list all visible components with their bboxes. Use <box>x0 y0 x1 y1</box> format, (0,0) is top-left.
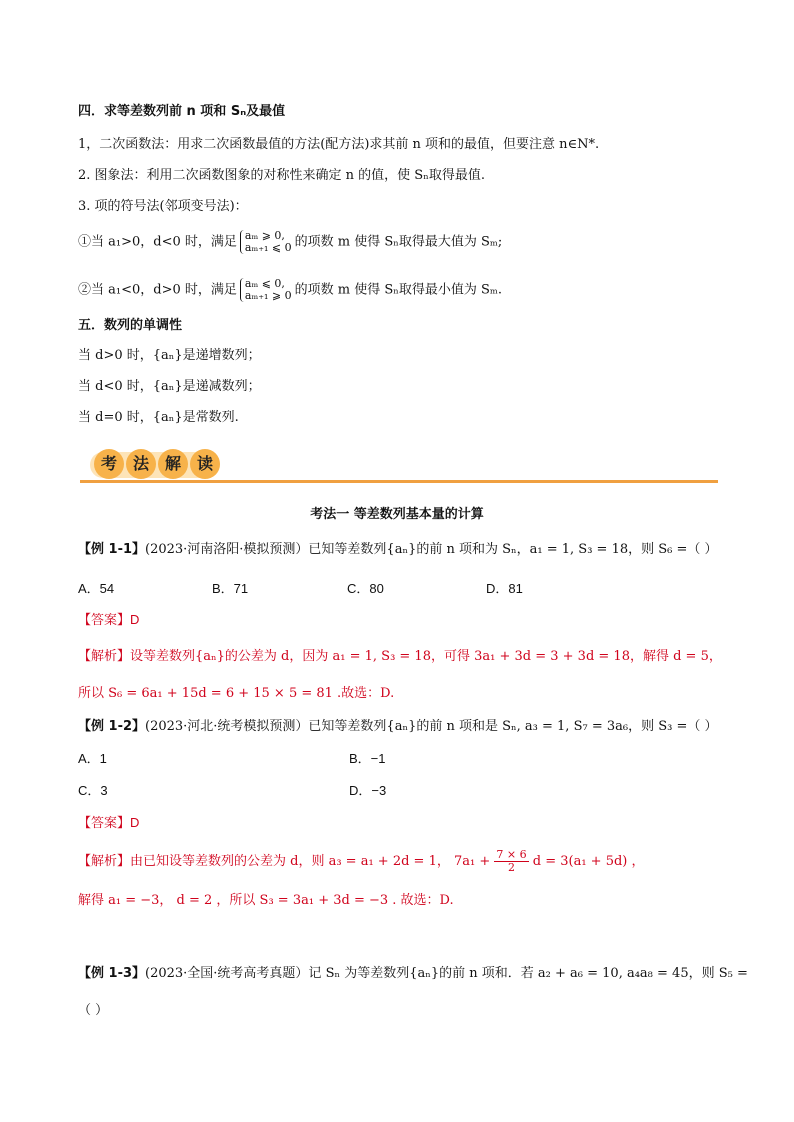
case-1-pre: ①当 a₁>0，d<0 时，满足 <box>78 234 237 250</box>
case-2-pre: ②当 a₁<0，d>0 时，满足 <box>78 282 237 298</box>
example-1-1-analysis-2: 所以 S₆ = 6a₁ + 15d = 6 + 15 × 5 = 81 .故选：D. <box>78 686 395 701</box>
example-1-1-answer: 【答案】D <box>78 612 140 627</box>
section-5-line-1: 当 d>0 时，{aₙ}是递增数列； <box>78 348 261 363</box>
case-1 <box>78 230 502 254</box>
example-1-2-option-b: B．−1 <box>349 751 386 766</box>
section-4-item-1: 1，二次函数法：用求二次函数最值的方法(配方法)求其前 n 项和的最值，但要注意 n∈N*. <box>78 137 600 152</box>
case-2 <box>78 278 502 302</box>
fraction-denominator: 2 <box>508 861 515 874</box>
case-2-bot: aₘ₊₁ ⩾ 0 <box>244 289 292 302</box>
case-2-brace <box>240 278 292 302</box>
example-1-2-text: (2023·河北·统考模拟预测）已知等差数列{aₙ}的前 n 项和是 Sₙ, a₃ = 1, S₇ = 3a₆，则 S₃ =（ ） <box>145 719 718 734</box>
section-4-item-2: 2. 图象法：利用二次函数图象的对称性来确定 n 的值，使 Sₙ取得最值. <box>78 168 485 183</box>
banner-char-3: 解 <box>158 449 188 479</box>
banner-char-2: 法 <box>126 449 156 479</box>
example-1-2-answer: 【答案】D <box>78 815 140 830</box>
method-1-title: 考法一 等差数列基本量的计算 <box>310 507 484 522</box>
example-1-3-tail: （ ） <box>78 1003 109 1018</box>
banner-divider <box>80 480 718 483</box>
fraction-numerator: 7 × 6 <box>496 848 527 861</box>
example-1-1-text: (2023·河南洛阳·模拟预测）已知等差数列{aₙ}的前 n 项和为 Sₙ，a₁ = 1, S₃ = 18，则 S₆ =（ ） <box>145 542 718 557</box>
case-2-top: aₘ ⩽ 0, <box>244 277 285 290</box>
example-1-1-option-a: A．54 <box>78 581 115 596</box>
section-5-line-3: 当 d=0 时，{aₙ}是常数列. <box>78 410 239 425</box>
example-1-1-label: 【例 1-1】 <box>78 542 146 557</box>
example-1-2-analysis-2: 解得 a₁ = −3， d = 2 ，所以 S₃ = 3a₁ + 3d = −3 . 故选：D. <box>78 893 454 908</box>
example-1-2-option-a: A．1 <box>78 751 107 766</box>
example-1-2-analysis-1 <box>78 848 645 876</box>
example-1-1-option-b: B．71 <box>212 581 249 596</box>
section-4-title: 四．求等差数列前 n 项和 Sₙ及最值 <box>78 104 286 119</box>
case-1-top: aₘ ⩾ 0, <box>244 229 285 242</box>
example-1-1-option-d: D．81 <box>486 581 523 596</box>
example-1-2-analysis-1-post: d = 3(a₁ + 5d) ， <box>532 854 645 869</box>
case-1-post: 的项数 m 使得 Sₙ取得最大值为 Sₘ; <box>294 234 503 250</box>
case-1-bot: aₘ₊₁ ⩽ 0 <box>244 241 292 254</box>
example-1-1-option-c: C．80 <box>347 581 384 596</box>
example-1-2-label: 【例 1-2】 <box>78 719 146 734</box>
example-1-2 <box>78 718 718 736</box>
banner-char-1: 考 <box>94 449 124 479</box>
section-5-title: 五．数列的单调性 <box>78 318 183 333</box>
section-4-item-3: 3. 项的符号法(邻项变号法)： <box>78 199 248 214</box>
example-1-1 <box>78 541 718 559</box>
example-1-2-option-c: C．3 <box>78 783 108 798</box>
example-1-2-analysis-1-pre: 【解析】由已知设等差数列的公差为 d，则 a₃ = a₁ + 2d = 1， 7a₁ + <box>78 854 491 869</box>
case-1-brace <box>240 230 292 254</box>
case-2-post: 的项数 m 使得 Sₙ取得最小值为 Sₘ. <box>294 282 503 298</box>
example-1-1-analysis-1: 【解析】设等差数列{aₙ}的公差为 d，因为 a₁ = 1, S₃ = 18，可得 3a₁ + 3d = 3 + 3d = 18，解得 d = 5， <box>78 649 722 664</box>
section-5-line-2: 当 d<0 时，{aₙ}是递减数列； <box>78 379 261 394</box>
example-1-3-label: 【例 1-3】 <box>78 966 146 981</box>
banner-char-4: 读 <box>190 449 220 479</box>
example-1-3-text: (2023·全国·统考高考真题）记 Sₙ 为等差数列{aₙ}的前 n 项和．若 a₂ + a₆ = 10, a₄a₈ = 45，则 S₅ = <box>145 966 748 981</box>
fraction <box>494 849 528 874</box>
example-1-3 <box>78 965 748 983</box>
example-1-2-option-d: D．−3 <box>349 783 387 798</box>
